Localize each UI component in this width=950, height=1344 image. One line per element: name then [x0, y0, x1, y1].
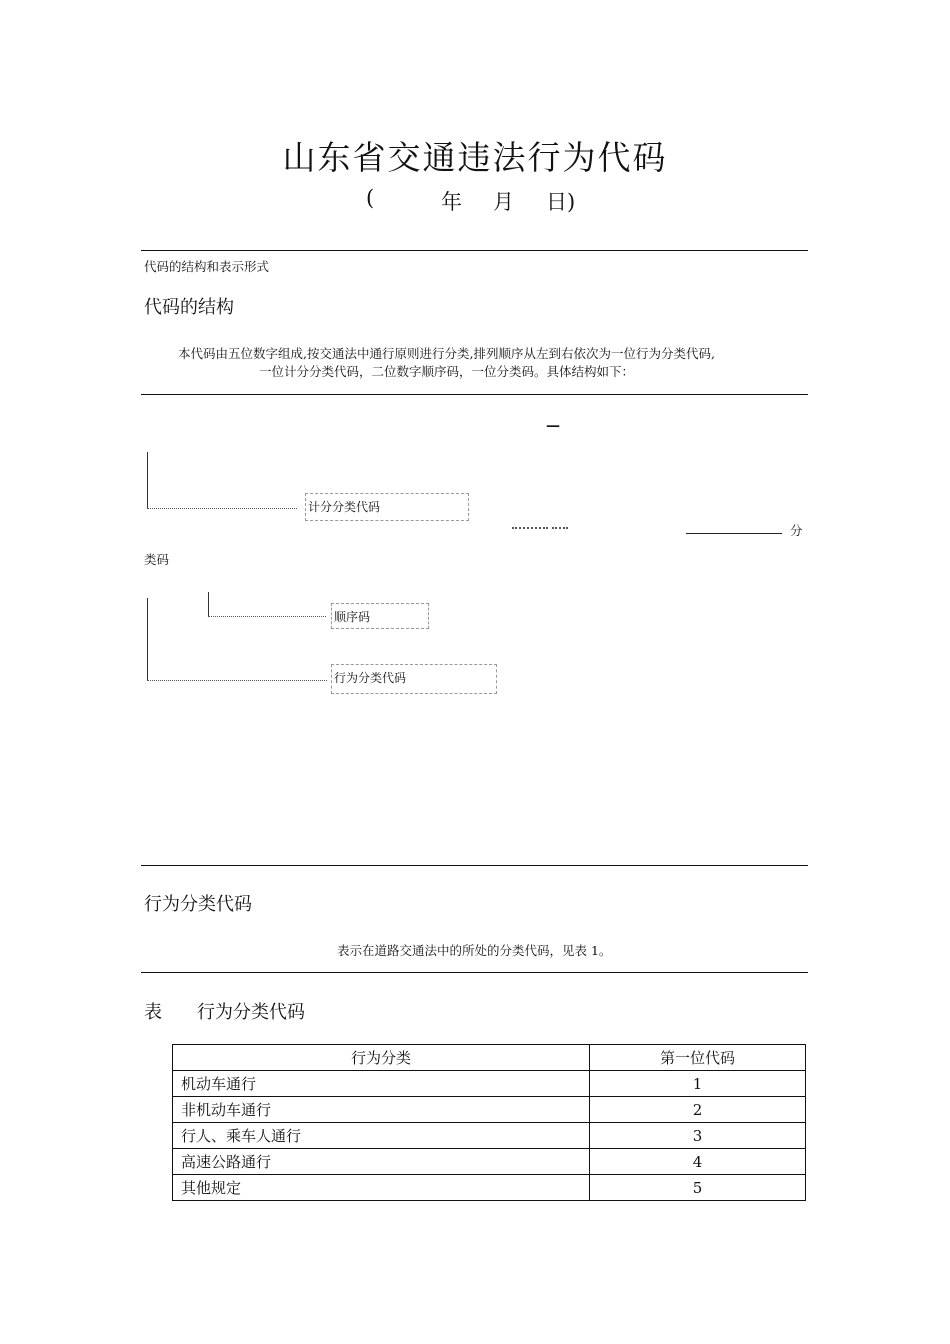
table-header-row: [173, 1045, 806, 1071]
table-caption-prefix: 表: [144, 1002, 162, 1023]
connector-line: [147, 452, 148, 508]
table-row: [173, 1123, 806, 1149]
divider: [141, 250, 808, 251]
score-category-box: 计分分类代码: [305, 493, 469, 521]
diagram-top-mark: —: [546, 418, 560, 434]
divider: [141, 865, 808, 866]
behavior-category-box: 行为分类代码: [331, 664, 497, 694]
code-cell: 5: [590, 1175, 806, 1201]
category-cell: 其他规定: [173, 1175, 590, 1201]
connector-line: [208, 616, 326, 617]
structure-heading: 代码的结构: [144, 297, 234, 318]
code-cell: 4: [590, 1149, 806, 1175]
document-title: 山东省交通违法行为代码: [282, 138, 668, 177]
category-cell: 行人、乘车人通行: [173, 1123, 590, 1149]
date-year: 年: [441, 190, 462, 214]
connector-line: [208, 592, 209, 616]
connector-line: [147, 598, 148, 680]
table-row: [173, 1149, 806, 1175]
behavior-heading: 行为分类代码: [144, 894, 252, 915]
date-open-paren: (: [366, 186, 375, 210]
category-cell: 非机动车通行: [173, 1097, 590, 1123]
date-day: 日): [546, 190, 576, 214]
code-cell: 2: [590, 1097, 806, 1123]
date-month: 月: [493, 190, 514, 214]
table-row: [173, 1071, 806, 1097]
classification-label-leima: 类码: [144, 552, 170, 567]
category-cell: 机动车通行: [173, 1071, 590, 1097]
sequence-code-box: 顺序码: [331, 603, 429, 629]
classification-label-fen: 分: [790, 523, 803, 538]
structure-subtitle: 代码的结构和表示形式: [144, 259, 270, 274]
table-row: [173, 1097, 806, 1123]
structure-paragraph-line2: 一位计分分类代码，二位数字顺序码，一位分类码。具体结构如下：: [259, 364, 635, 379]
table-row: [173, 1175, 806, 1201]
connector-line: [686, 533, 782, 534]
connector-line: [147, 508, 297, 509]
behavior-code-table: [172, 1044, 806, 1201]
connector-line: [147, 680, 327, 681]
connector-line: [512, 527, 548, 529]
column-header-code: 第一位代码: [590, 1045, 806, 1071]
code-cell: 3: [590, 1123, 806, 1149]
category-cell: 高速公路通行: [173, 1149, 590, 1175]
table-caption-title: 行为分类代码: [197, 1002, 305, 1023]
column-header-category: 行为分类: [173, 1045, 590, 1071]
code-cell: 1: [590, 1071, 806, 1097]
divider: [141, 394, 808, 395]
behavior-paragraph: 表示在道路交通法中的所处的分类代码，见表 1。: [337, 943, 612, 958]
structure-paragraph-line1: 本代码由五位数字组成,按交通法中通行原则进行分类,排列顺序从左到右依次为一位行为分类代码,: [178, 346, 715, 361]
divider: [141, 972, 808, 973]
connector-line: [552, 527, 568, 529]
